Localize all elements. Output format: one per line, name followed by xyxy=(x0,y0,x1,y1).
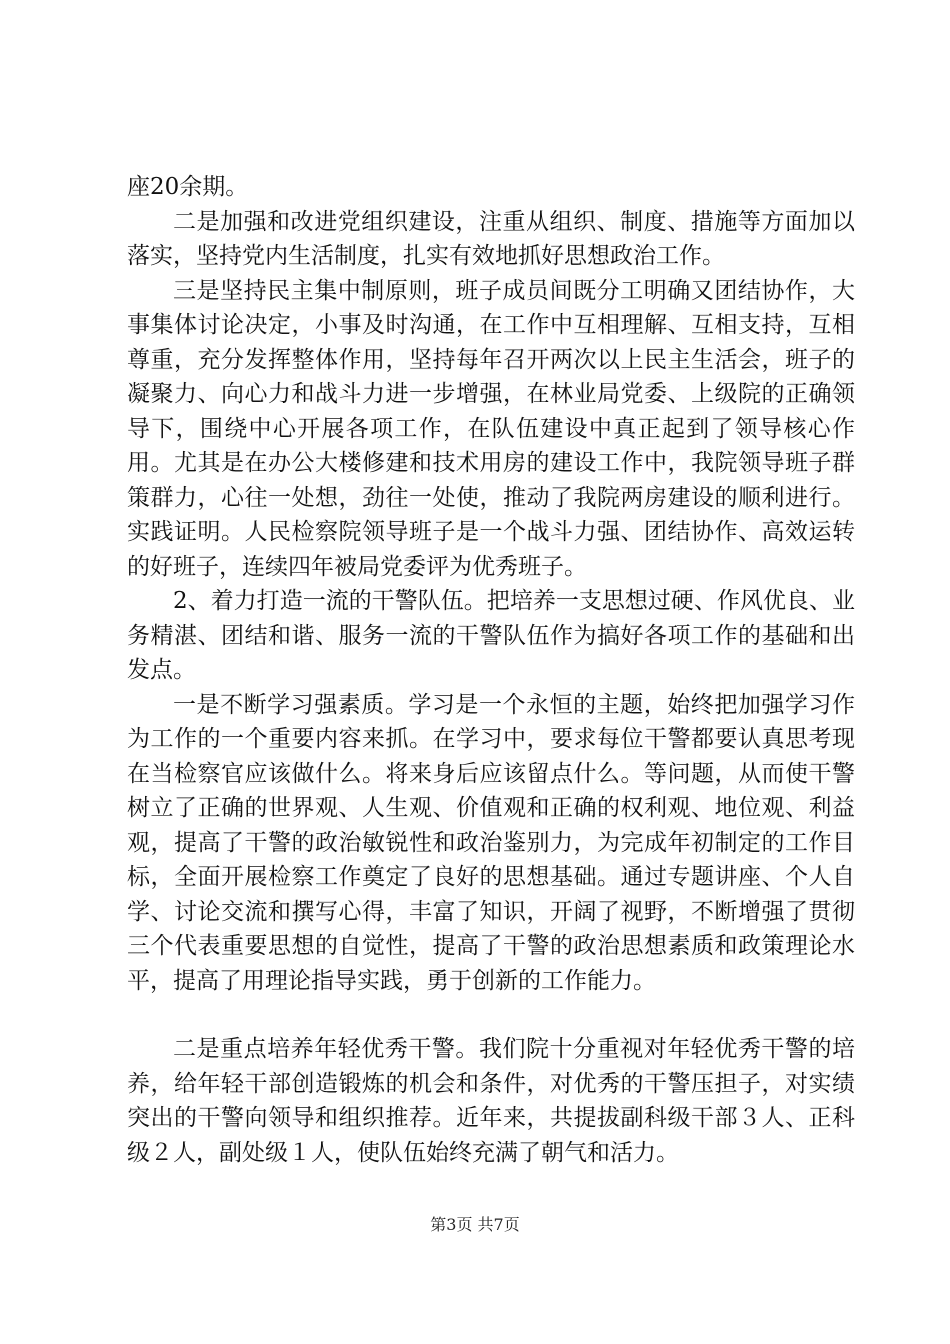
paragraph-party-organization: 二是加强和改进党组织建设，注重从组织、制度、措施等方面加以落实，坚持党内生活制度，扎实有效地抓好思想政治工作。 xyxy=(127,208,855,269)
paragraph-continuation: 座20余期。 xyxy=(127,174,249,200)
page-number-footer: 第3页 共7页 xyxy=(430,1215,520,1234)
document-body xyxy=(127,170,855,1170)
paragraph-young-cadres: 二是重点培养年轻优秀干警。我们院十分重视对年轻优秀干警的培养，给年轻干部创造锻炼的机会和条件，对优秀的干警压担子，对实绩突出的干警向领导和组织推荐。近年来，共提拔副科级干部３人、正科级２人，副处级１人，使队伍始终充满了朝气和活力。 xyxy=(127,1036,855,1166)
paragraph-study: 一是不断学习强素质。学习是一个永恒的主题，始终把加强学习作为工作的一个重要内容来抓。在学习中，要求每位干警都要认真思考现在当检察官应该做什么。将来身后应该留点什么。等问题，从而使干警树立了正确的世界观、人生观、价值观和正确的权利观、地位观、利益观，提高了干警的政治敏锐性和政治鉴别力，为完成年初制定的工作目标，全面开展检察工作奠定了良好的思想基础。通过专题讲座、个人自学、讨论交流和撰写心得，丰富了知识，开阔了视野，不断增强了贯彻三个代表重要思想的自觉性，提高了干警的政治思想素质和政策理论水平，提高了用理论指导实践，勇于创新的工作能力。 xyxy=(127,691,855,994)
paragraph-police-team: 2、着力打造一流的干警队伍。把培养一支思想过硬、作风优良、业务精湛、团结和谐、服务一流的干警队伍作为搞好各项工作的基础和出发点。 xyxy=(127,588,855,683)
paragraph-democratic-centralism: 三是坚持民主集中制原则，班子成员间既分工明确又团结协作，大事集体讨论决定，小事及时沟通，在工作中互相理解、互相支持，互相尊重，充分发挥整体作用，坚持每年召开两次以上民主生活会，班子的凝聚力、向心力和战斗力进一步增强，在林业局党委、上级院的正确领导下，围绕中心开展各项工作，在队伍建设中真正起到了领导核心作用。尤其是在办公大楼修建和技术用房的建设工作中，我院领导班子群策群力，心往一处想，劲往一处使，推动了我院两房建设的顺利进行。实践证明。人民检察院领导班子是一个战斗力强、团结协作、高效运转的好班子，连续四年被局党委评为优秀班子。 xyxy=(127,277,855,580)
